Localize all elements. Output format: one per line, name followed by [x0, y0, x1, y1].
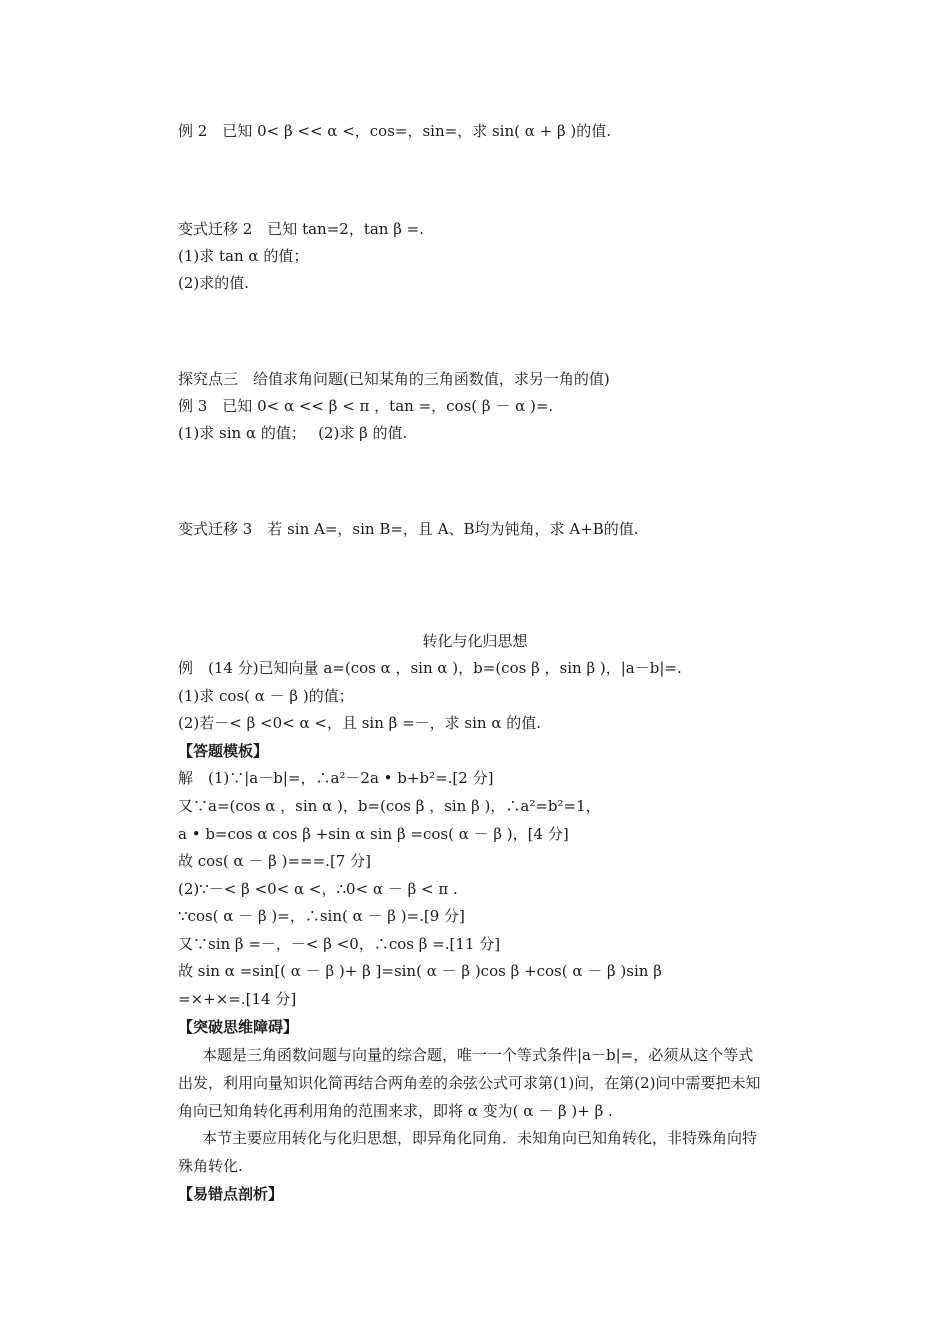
solution-line: 故 sin α =sin[( α － β )+ β ]=sin( α － β )cos β +cos( α － β )sin β	[178, 962, 662, 980]
solution-line: ∵cos( α － β )=，∴sin( α － β )=.[9 分]	[178, 907, 465, 925]
variant-2-title: 变式迁移 2 已知 tan=2，tan β =.	[178, 220, 424, 238]
solution-line: (2)∵－< β <0< α <，∴0< α － β < π .	[178, 880, 458, 898]
section-heading: 转化与化归思想	[422, 632, 528, 650]
paragraph-line: 出发，利用向量知识化简再结合两角差的余弦公式可求第(1)问，在第(2)问中需要把未知	[178, 1074, 761, 1092]
example-3-questions: (1)求 sin α 的值； (2)求 β 的值.	[178, 424, 408, 442]
section-question-2: (2)若－< β <0< α <，且 sin β =－，求 sin α 的值.	[178, 714, 541, 732]
paragraph-line: 殊角转化.	[178, 1157, 243, 1175]
paragraph-line: 角向已知角转化再利用角的范围来求，即将 α 变为( α － β )+ β .	[178, 1102, 613, 1120]
breakthrough-title: 【突破思维障碍】	[178, 1018, 299, 1036]
solution-line: =×+×=.[14 分]	[178, 990, 297, 1008]
solution-line: a • b=cos α cos β +sin α sin β =cos( α － β )，[4 分]	[178, 825, 569, 843]
section-question-1: (1)求 cos( α － β )的值；	[178, 687, 354, 705]
error-analysis-title: 【易错点剖析】	[178, 1185, 284, 1203]
variant-2-question-2: (2)求的值.	[178, 274, 250, 292]
solution-line: 故 cos( α － β )===.[7 分]	[178, 852, 371, 870]
solution-line: 又∵sin β =－，－< β <0，∴cos β =.[11 分]	[178, 935, 501, 953]
variant-2-question-1: (1)求 tan α 的值；	[178, 247, 309, 265]
paragraph-line: 本节主要应用转化与化归思想，即异角化同角．未知角向已知角转化，非特殊角向特	[202, 1129, 758, 1147]
paragraph-line: 本题是三角函数问题与向量的综合题，唯一一个等式条件|a－b|=，必须从这个等式	[202, 1046, 754, 1064]
explore-point-3-title: 探究点三 给值求角问题(已知某角的三角函数值，求另一角的值)	[178, 370, 610, 388]
answer-template-title: 【答题模板】	[178, 742, 269, 760]
solution-line: 解 (1)∵|a－b|=，∴a²－2a • b+b²=.[2 分]	[178, 769, 494, 787]
example-3: 例 3 已知 0< α << β < π ，tan =，cos( β － α )=.	[178, 397, 554, 415]
solution-line: 又∵a=(cos α ，sin α )，b=(cos β ，sin β )，∴a²=b²=1，	[178, 797, 601, 815]
section-example: 例 (14 分)已知向量 a=(cos α ，sin α )，b=(cos β ，sin β )，|a－b|=.	[178, 659, 682, 677]
example-2: 例 2 已知 0< β << α <，cos=，sin=，求 sin( α + β )的值.	[178, 122, 612, 140]
variant-3: 变式迁移 3 若 sin A=，sin B=，且 A、B均为钝角，求 A+B的值.	[178, 520, 639, 538]
